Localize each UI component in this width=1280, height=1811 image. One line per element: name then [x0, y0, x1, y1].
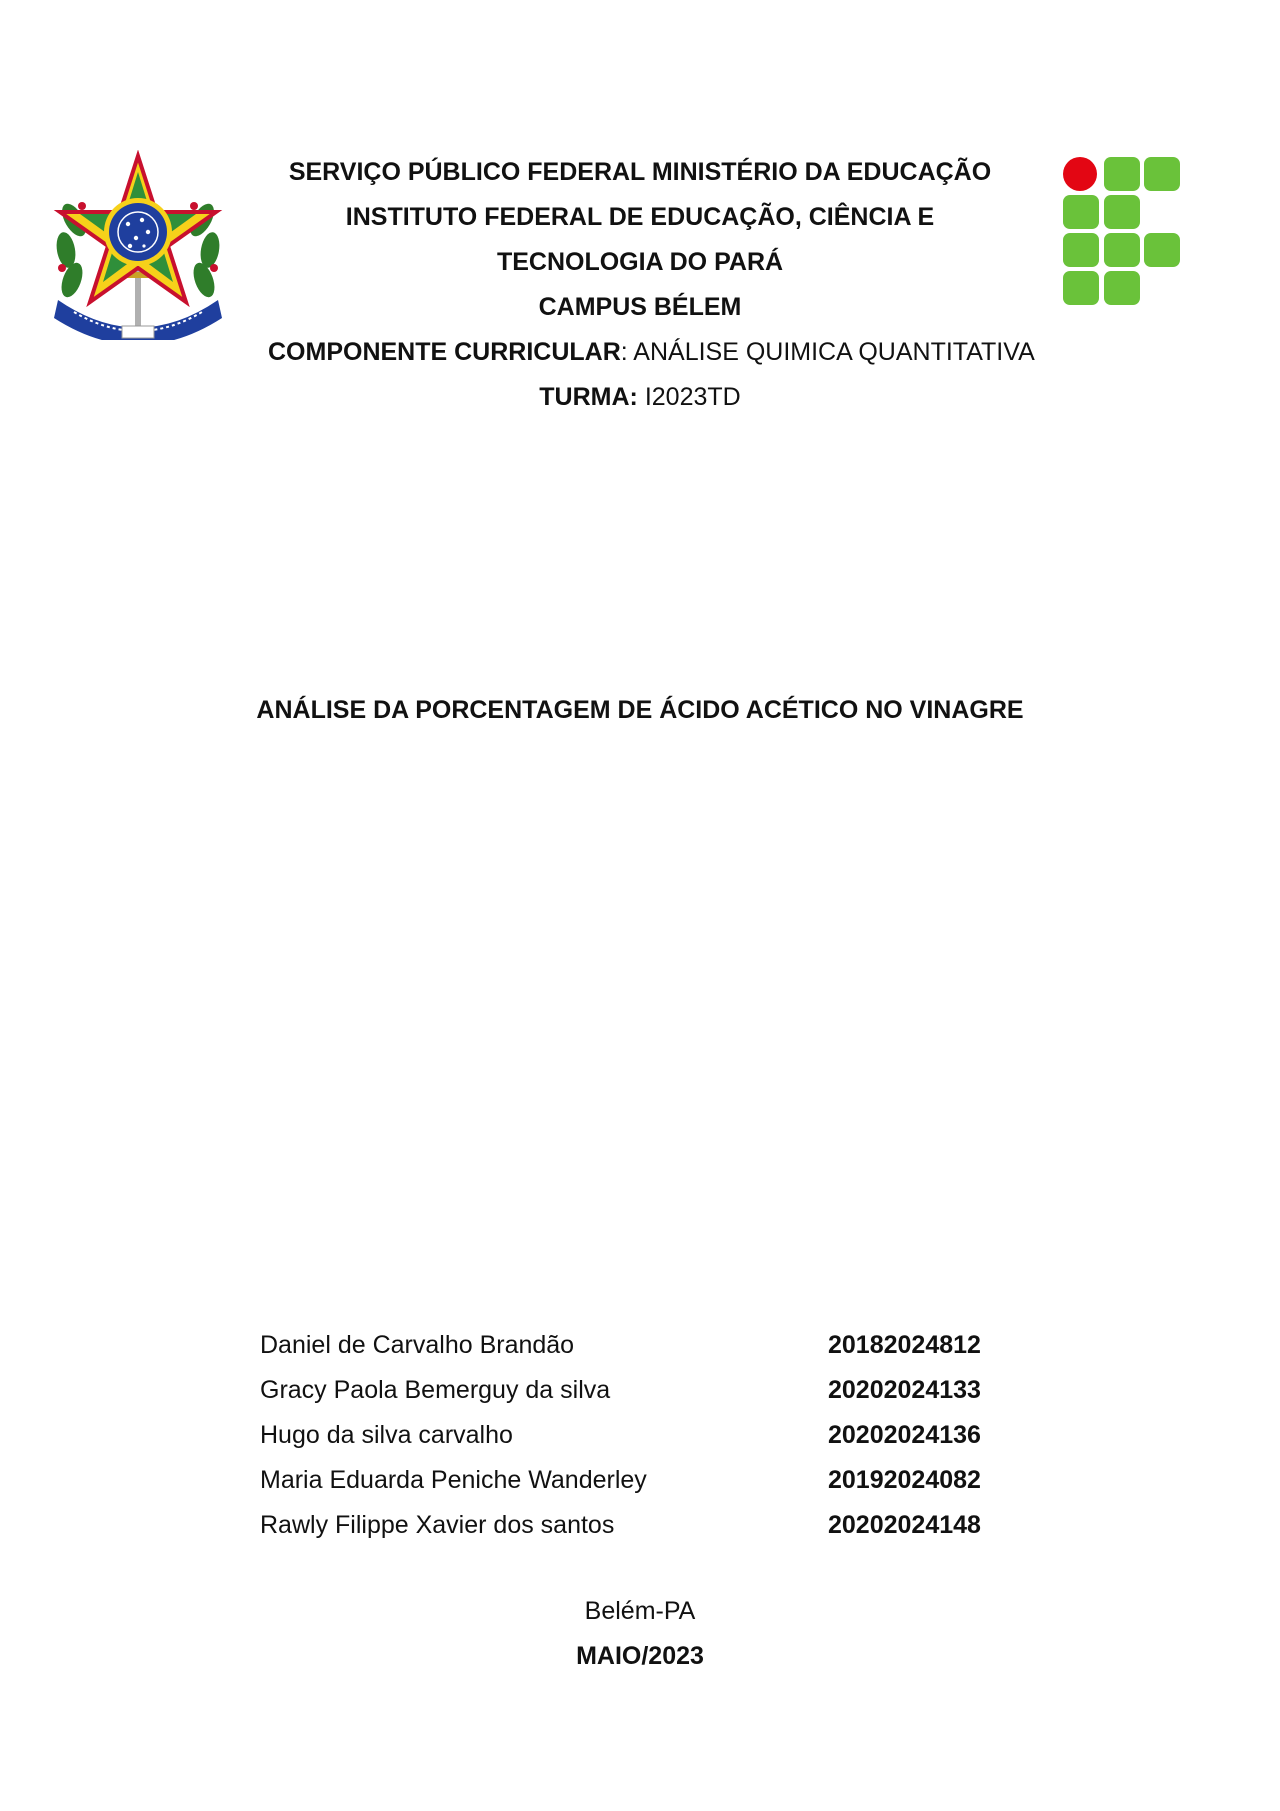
if-logo-icon: [1062, 156, 1190, 306]
member-registration: 20202024136: [828, 1421, 981, 1449]
member-name: Maria Eduarda Peniche Wanderley: [260, 1466, 647, 1494]
curricular-component-value: : ANÁLISE QUIMICA QUANTITATIVA: [620, 338, 1035, 366]
header-line-ministry: SERVIÇO PÚBLICO FEDERAL MINISTÉRIO DA EDUCAÇÃO: [288, 158, 992, 186]
header-line-campus: CAMPUS BÉLEM: [538, 293, 742, 321]
members-list: [260, 1323, 1020, 1548]
class-line: [220, 375, 1060, 420]
institution-header: [220, 150, 1060, 330]
member-registration: 20202024148: [828, 1511, 981, 1539]
member-row: [260, 1323, 1020, 1368]
member-name: Daniel de Carvalho Brandão: [260, 1331, 575, 1359]
class-label: TURMA:: [539, 383, 638, 411]
city-label: Belém-PA: [584, 1597, 696, 1625]
member-row: [260, 1413, 1020, 1458]
header-line-state: TECNOLOGIA DO PARÁ: [496, 248, 784, 276]
member-name: Rawly Filippe Xavier dos santos: [260, 1511, 615, 1539]
header-line-institute: INSTITUTO FEDERAL DE EDUCAÇÃO, CIÊNCIA E: [345, 203, 935, 231]
curricular-component-line: [268, 330, 1035, 375]
member-registration: 20182024812: [828, 1331, 981, 1359]
member-registration: 20202024133: [828, 1376, 981, 1404]
document-title: ANÁLISE DA PORCENTAGEM DE ÁCIDO ACÉTICO NO VINAGRE: [256, 696, 1024, 724]
member-name: Gracy Paola Bemerguy da silva: [260, 1376, 611, 1404]
member-row: [260, 1503, 1020, 1548]
member-name: Hugo da silva carvalho: [260, 1421, 513, 1449]
date-label: MAIO/2023: [576, 1642, 704, 1670]
curricular-component-label: COMPONENTE CURRICULAR: [268, 338, 621, 366]
member-row: [260, 1368, 1020, 1413]
brasao-republica-icon: [52, 150, 224, 340]
class-value: I2023TD: [637, 383, 741, 411]
member-registration: 20192024082: [828, 1466, 981, 1494]
member-row: [260, 1458, 1020, 1503]
